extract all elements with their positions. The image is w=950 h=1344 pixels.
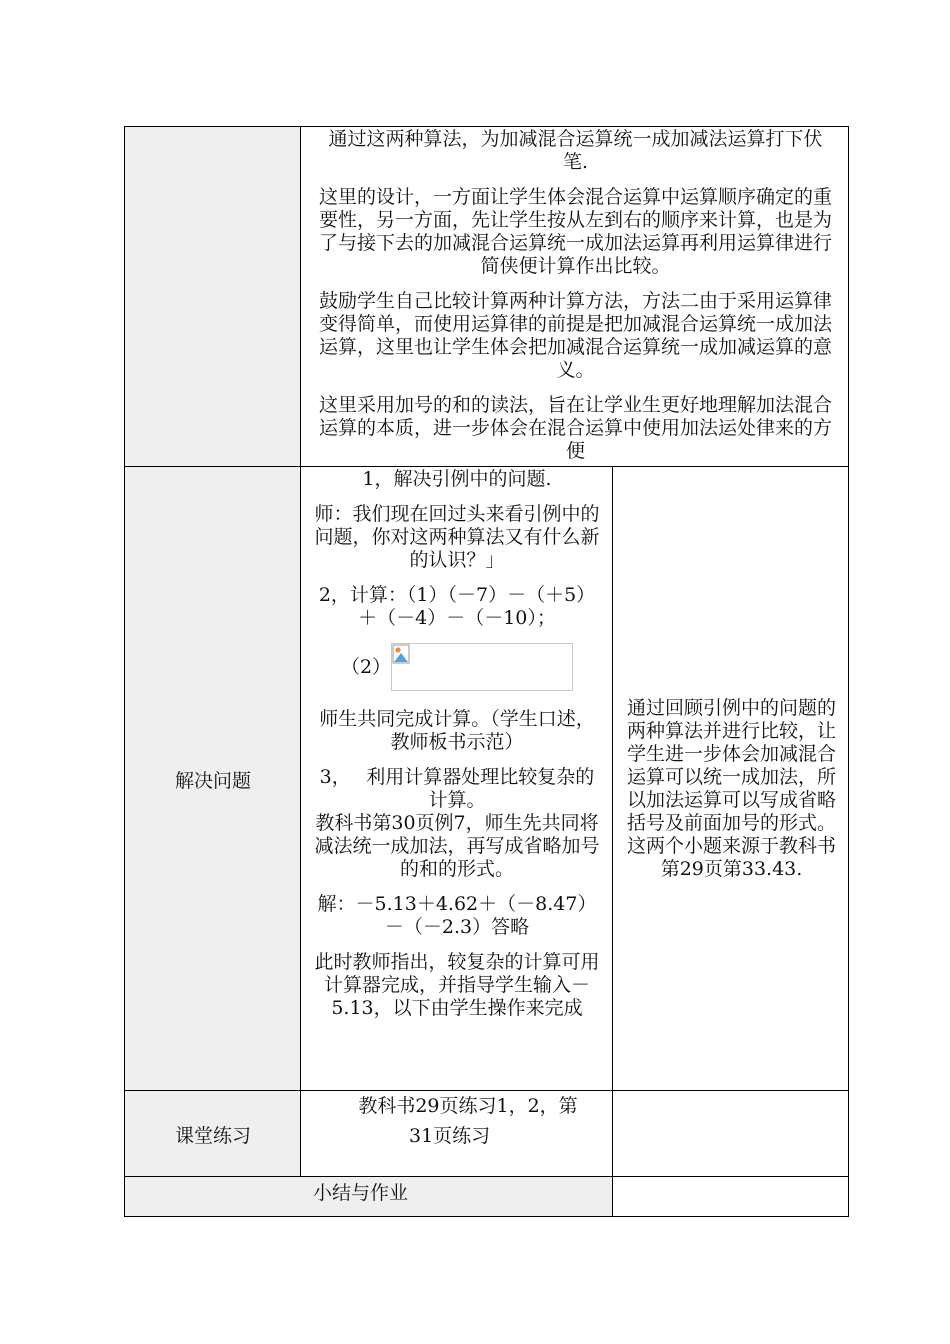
row2-example: 教科书第30页例7，师生先共同将减法统一成加法，再写成省略加号的和的形式。 <box>314 812 600 880</box>
formula-image-placeholder <box>391 643 573 691</box>
row1-paragraph-3: 鼓励学生自己比较计算两种计算方法，方法二由于采用运算律变得简单，而使用运算律的前提是把加减混合运算统一成加法运算，这里也让学生体会把加减混合运算统一成加减运算的意义。 <box>318 290 832 381</box>
row3-content-line-2: 31页练习 <box>409 1125 491 1147</box>
row4-note-cell <box>613 1177 848 1216</box>
row2-label: 解决问题 <box>174 769 251 792</box>
row1-label-cell <box>125 127 301 467</box>
broken-image-icon <box>392 644 410 664</box>
row1-content-cell <box>301 127 848 467</box>
row2-step-1: 1，解决引例中的问题. <box>362 468 552 490</box>
row3-label: 课堂练习 <box>174 1124 251 1147</box>
grid-hline-2 <box>125 1090 848 1091</box>
row2-step-3: 3， 利用计算器处理比较复杂的计算。 <box>319 766 595 811</box>
lesson-plan-table <box>124 126 849 1217</box>
row2-teacher-question: 师：我们现在回过头来看引例中的问题，你对这两种算法又有什么新的认识？」 <box>314 503 600 571</box>
row2-exercise-2-prefix: （2） <box>340 655 392 678</box>
grid-vline-2 <box>612 467 613 1216</box>
row3-label-cell <box>125 1091 301 1177</box>
row2-solution: 解：－5.13＋4.62＋（－8.47）－（－2.3）答略 <box>317 893 597 938</box>
row2-content-cell <box>301 467 613 1091</box>
row1-paragraph-4: 这里采用加号的和的读法，旨在让学业生更好地理解加法混合运算的本质，进一步体会在混合运算中使用加法运处律来的方便 <box>318 394 832 462</box>
row1-paragraph-2: 这里的设计，一方面让学生体会混合运算中运算顺序确定的重要性，另一方面，先让学生按从左到右的顺序来计算，也是为了与接下去的加减混合运算统一成加法运算再利用运算律进行简侠便计算作出比较。 <box>318 186 832 277</box>
row2-label-cell <box>125 467 301 1091</box>
row4-label-cell <box>125 1177 613 1216</box>
row2-teacher-note: 此时教师指出，较复杂的计算可用计算器完成，并指导学生输入－5.13，以下由学生操作来完成 <box>314 951 600 1019</box>
grid-hline-1 <box>125 466 848 467</box>
row1-paragraph-1: 通过这两种算法，为加减混合运算统一成加减法运算打下伏笔. <box>328 128 823 173</box>
row3-content-line-1: 教科书29页练习1，2，第 <box>358 1095 578 1117</box>
grid-vline-1 <box>300 127 301 1177</box>
row2-explanation: 师生共同完成计算。（学生口述，教师板书示范） <box>319 708 595 753</box>
grid-hline-3 <box>125 1176 848 1177</box>
row3-note-cell <box>613 1091 848 1177</box>
row2-exercise-2 <box>311 640 603 694</box>
row2-exercise-1: 2，计算：（1）（－7）－（＋5）＋（－4）－（－10）； <box>318 584 596 629</box>
row2-design-note: 通过回顾引例中的问题的两种算法并进行比较，让学生进一步体会加减混合运算可以统一成加法，所以加法运算可以写成省略括号及前面加号的形式。这两个小题来源于教科书第29页第33.43. <box>627 697 837 880</box>
row2-note-cell <box>613 467 848 1091</box>
row4-label: 小结与作业 <box>313 1182 409 1204</box>
row3-content-cell <box>301 1091 613 1177</box>
